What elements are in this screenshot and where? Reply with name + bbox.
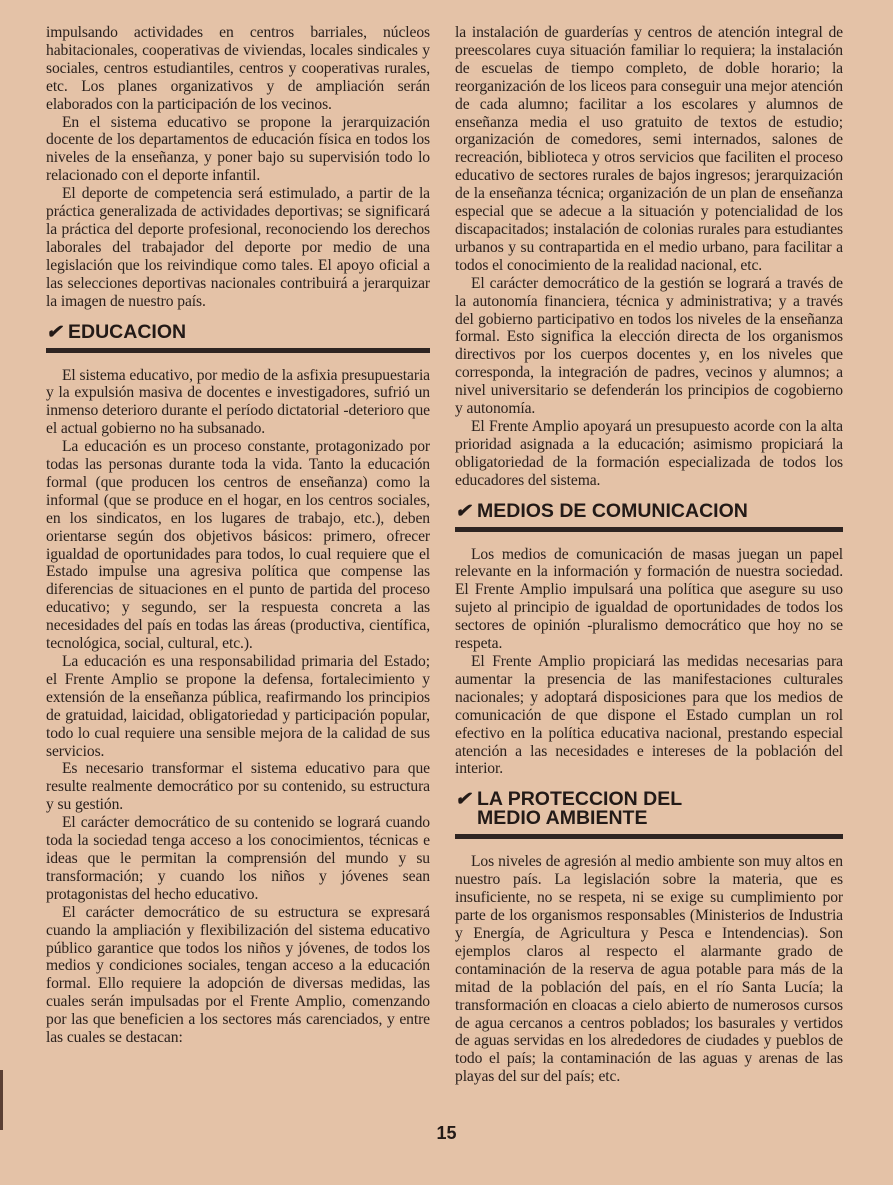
paragraph: El Frente Amplio propiciará las medidas necesarias para aumentar la presencia de las manifestaciones culturales nacionales; y adoptará disposiciones para que los medios de comunicación de que dispone el Estado cumplan un rol efectivo en la política educativa nacional, prestando especial atención a las necesidades e intereses de la población del interior. [455, 653, 843, 778]
section-divider [455, 834, 843, 839]
checkmark-icon: ✔ [455, 789, 471, 811]
section-heading-ambiente [455, 790, 843, 828]
paragraph: La educación es un proceso constante, protagonizado por todas las personas durante toda la vida. Tanto la educación formal (que producen los centros de enseñanza) como la informal (que se produce en el hogar, en los centros sociales, en los sindicatos, en los lugares de trabajo, etc.), deben orientarse según dos objetivos básicos: primero, ofrecer igualdad de oportunidades para todos, lo cual requiere que el Estado impulse una agresiva política que compense las diferencias de situaciones en el punto de partida del proceso educativo; y segundo, ser la respuesta concreta a las necesidades del país en todas las áreas (productiva, científica, tecnológica, social, cultural, etc.). [46, 438, 430, 653]
paragraph: Los medios de comunicación de masas juegan un papel relevante en la información y formación de nuestra sociedad. El Frente Amplio impulsará una política que asegure su uso sujeto al principio de igualdad de oportunidades de todos los sectores de opinión -pluralismo democrático que hoy no se respeta. [455, 545, 843, 653]
left-column [46, 24, 430, 1047]
checkmark-icon: ✔ [455, 500, 471, 522]
section-heading-medios [455, 499, 843, 522]
paragraph: La educación es una responsabilidad primaria del Estado; el Frente Amplio se propone la defensa, fortalecimiento y extensión de la enseñanza pública, reafirmando los principios de gratuidad, laicidad, obligatoriedad y participación popular, todo lo cual requiere una sensible mejora de la calidad de sus servicios. [46, 653, 430, 760]
section-title: LA PROTECCION DEL MEDIO AMBIENTE [477, 788, 683, 830]
paragraph: El deporte de competencia será estimulado, a partir de la práctica generalizada de actividades deportivas; se significará la práctica del deporte profesional, reconociendo los derechos laborales del trabajador del deporte por medio de una legislación que los reivindique como tales. El apoyo oficial a las selecciones deportivas nacionales contribuirá a jerarquizar la imagen de nuestro país. [46, 185, 430, 310]
page-number: 15 [436, 1123, 457, 1143]
section-title: EDUCACION [68, 320, 187, 343]
paragraph: El carácter democrático de su contenido se logrará cuando toda la sociedad tenga acceso a los conocimientos, técnicas e ideas que le permitan la comprensión del mundo y su transformación; y cuando los niños y jóvenes sean protagonistas del hecho educativo. [46, 814, 430, 903]
section-divider [46, 348, 430, 353]
section-heading-educacion [46, 320, 430, 343]
paragraph: Los niveles de agresión al medio ambiente son muy altos en nuestro país. La legislación sobre la materia, que es insuficiente, no se respeta, ni se exige su cumplimiento por parte de los organismos responsables (Ministerios de Industria y Energía, de Agricultura y Pesca e Intendencias). Son ejemplos claros al respecto el alarmante grado de contaminación de la reserva de agua potable para más de la mitad de la población del país, en el río Santa Lucía; la transformación en cloacas a cielo abierto de numerosos cursos de agua cercanos a centros poblados; los basurales y vertidos de aguas servidas en los alrededores de ciudades y pueblos de todo el país; la contaminación de las aguas y arenas de las playas del sur del país; etc. [455, 853, 843, 1086]
paragraph: En el sistema educativo se propone la jerarquización docente de los departamentos de educación física en todos los niveles de la enseñanza, y poner bajo su supervisión todo lo relacionado con el deporte infantil. [46, 113, 430, 185]
paragraph: El Frente Amplio apoyará un presupuesto acorde con la alta prioridad asignada a la educación; asimismo propiciará la obligatoriedad de la formación especializada de todos los educadores del sistema. [455, 417, 843, 489]
paragraph-continuation: la instalación de guarderías y centros de atención integral de preescolares cuya situación familiar lo requiera; la instalación de escuelas de tiempo completo, de doble horario; la reorganización de los liceos para conseguir una mejor atención de cada alumno; facilitar a los escolares y alumnos de enseñanza media el uso gratuito de textos de estudio; organización de comedores, semi internados, salones de recreación, biblioteca y otros servicios que faciliten el proceso educativo de sectores rurales de bajos ingresos; jerarquización de la enseñanza técnica; organización de un plan de enseñanza especial que se adecue a la situación y potencialidad de los discapacitados; instalación de colonias rurales para estudiantes urbanos y su contrapartida en el medio urbano, para facilitar a todos el conocimiento de la realidad nacional, etc. [455, 24, 843, 274]
section-title: MEDIOS DE COMUNICACION [477, 499, 748, 522]
paragraph: El sistema educativo, por medio de la asfixia presupuestaria y la expulsión masiva de docentes e investigadores, sufrió un inmenso deterioro durante el período dictatorial -deterioro que el actual gobierno no ha subsanado. [46, 366, 430, 438]
paragraph-continuation: impulsando actividades en centros barriales, núcleos habitacionales, cooperativas de viviendas, locales sindicales y sociales, centros estudiantiles, centros y cooperativas rurales, etc. Los planes organizativos y de ampliación serán elaborados con la participación de los vecinos. [46, 24, 430, 113]
right-column [455, 24, 843, 1086]
checkmark-icon: ✔ [46, 321, 62, 343]
page-edge-mark [0, 1070, 3, 1130]
paragraph: El carácter democrático de la gestión se logrará a través de la autonomía financiera, técnica y administrativa; y a través del gobierno participativo en todos los niveles de la enseñanza formal. Esto significa la elección directa de los organismos directivos por los cuerpos docentes y, en los niveles que corresponda, la integración de padres, vecinos y alumnos; a nivel universitario se defenderán los principios de cogobierno y autonomía. [455, 274, 843, 418]
section-divider [455, 527, 843, 532]
paragraph: Es necesario transformar el sistema educativo para que resulte realmente democrático por su contenido, su estructura y su gestión. [46, 760, 430, 814]
paragraph: El carácter democrático de su estructura se expresará cuando la ampliación y flexibilización del sistema educativo público garantice que todos los niños y jóvenes, de todos los medios y condiciones sociales, tengan acceso a la educación formal. Ello requiere la adopción de diversas medidas, las cuales serán impulsadas por el Frente Amplio, comenzando por las que beneficien a los sectores más carenciados, y entre las cuales se destacan: [46, 903, 430, 1047]
